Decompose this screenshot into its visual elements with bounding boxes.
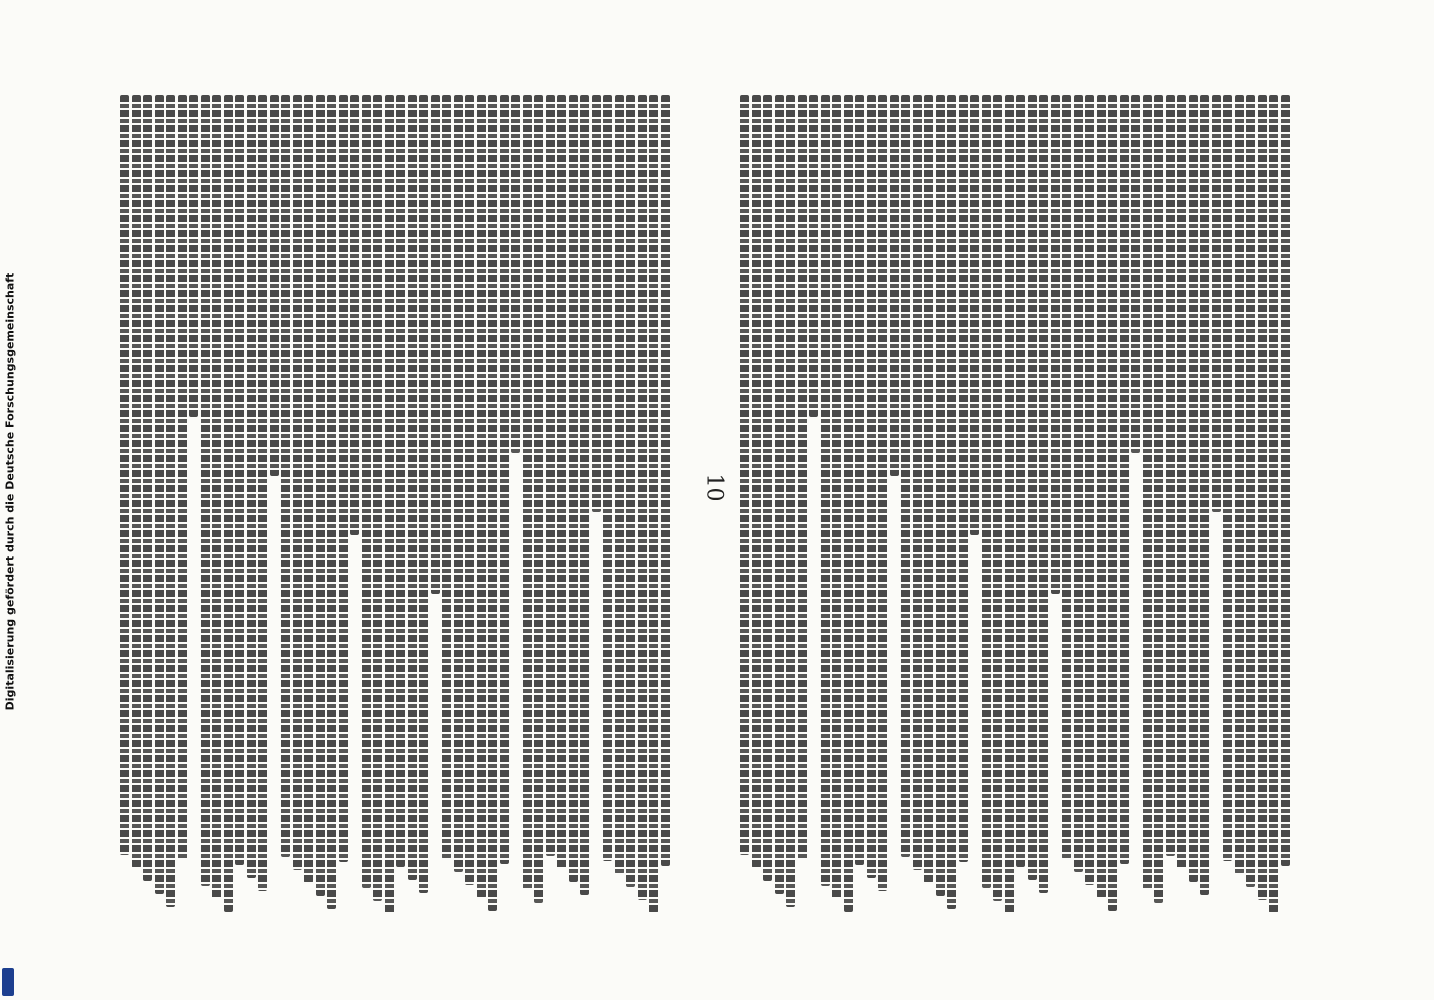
text-line: [1223, 95, 1232, 861]
text-line: [1085, 95, 1094, 885]
text-line: [832, 95, 841, 899]
text-line: [304, 95, 313, 883]
text-column-right: [740, 95, 1300, 925]
text-line: [580, 95, 589, 895]
text-line: [901, 95, 910, 857]
text-line: [396, 95, 405, 867]
text-column-left: [120, 95, 680, 925]
text-line: [615, 95, 624, 874]
text-line: [1177, 95, 1186, 869]
text-line: [913, 95, 922, 870]
text-line: [626, 95, 635, 887]
text-line: [1108, 95, 1117, 911]
text-line: [798, 95, 807, 860]
text-line: [592, 95, 601, 512]
text-line: [982, 95, 991, 888]
text-line: [1200, 95, 1209, 895]
text-line: [270, 95, 279, 476]
text-line: [1028, 95, 1037, 880]
text-line: [546, 95, 555, 856]
text-line: [477, 95, 486, 898]
text-line: [1212, 95, 1221, 512]
text-line: [993, 95, 1002, 901]
text-line: [786, 95, 795, 907]
text-line: [1166, 95, 1175, 856]
text-line: [661, 95, 670, 866]
text-line: [224, 95, 233, 912]
text-line: [178, 95, 187, 860]
text-line: [752, 95, 761, 868]
text-line: [534, 95, 543, 903]
text-line: [235, 95, 244, 865]
text-line: [1039, 95, 1048, 893]
text-line: [821, 95, 830, 886]
text-line: [419, 95, 428, 893]
text-line: [638, 95, 647, 900]
page-number: 10: [701, 473, 727, 502]
text-line: [1269, 95, 1278, 913]
text-line: [1120, 95, 1129, 864]
text-line: [500, 95, 509, 864]
text-line: [936, 95, 945, 896]
text-line: [649, 95, 658, 913]
text-line: [350, 95, 359, 535]
text-line: [775, 95, 784, 894]
text-line: [970, 95, 979, 535]
text-line: [1097, 95, 1106, 898]
text-line: [488, 95, 497, 911]
text-line: [855, 95, 864, 865]
text-line: [293, 95, 302, 870]
text-line: [189, 95, 198, 417]
text-line: [212, 95, 221, 899]
text-line: [1016, 95, 1025, 867]
text-line: [408, 95, 417, 880]
text-line: [1074, 95, 1083, 872]
text-line: [362, 95, 371, 888]
text-line: [373, 95, 382, 901]
text-line: [924, 95, 933, 883]
text-line: [1051, 95, 1060, 594]
text-line: [1189, 95, 1198, 882]
text-line: [1131, 95, 1140, 453]
text-line: [143, 95, 152, 881]
text-line: [155, 95, 164, 894]
text-line: [454, 95, 463, 872]
dfg-logo-icon: [2, 968, 14, 996]
text-line: [1235, 95, 1244, 874]
text-line: [1246, 95, 1255, 887]
text-line: [511, 95, 520, 453]
text-line: [201, 95, 210, 886]
text-line: [809, 95, 818, 417]
text-line: [1143, 95, 1152, 890]
text-line: [959, 95, 968, 862]
text-line: [878, 95, 887, 891]
digitization-credit: Digitalisierung gefördert durch die Deutsche Forschungsgemeinschaft: [3, 272, 17, 711]
text-line: [557, 95, 566, 869]
text-line: [258, 95, 267, 891]
text-line: [1281, 95, 1290, 866]
text-line: [867, 95, 876, 878]
text-line: [442, 95, 451, 859]
text-line: [890, 95, 899, 476]
text-line: [523, 95, 532, 890]
text-line: [1154, 95, 1163, 903]
text-line: [281, 95, 290, 857]
text-line: [1005, 95, 1014, 914]
text-line: [247, 95, 256, 878]
text-line: [844, 95, 853, 912]
text-line: [316, 95, 325, 896]
text-line: [603, 95, 612, 861]
text-line: [1258, 95, 1267, 900]
text-line: [120, 95, 129, 855]
text-line: [947, 95, 956, 909]
text-line: [431, 95, 440, 594]
text-line: [465, 95, 474, 885]
text-line: [740, 95, 749, 855]
text-line: [385, 95, 394, 914]
text-line: [166, 95, 175, 907]
text-line: [763, 95, 772, 881]
text-line: [327, 95, 336, 909]
text-line: [569, 95, 578, 882]
text-line: [339, 95, 348, 862]
text-line: [132, 95, 141, 868]
text-line: [1062, 95, 1071, 859]
